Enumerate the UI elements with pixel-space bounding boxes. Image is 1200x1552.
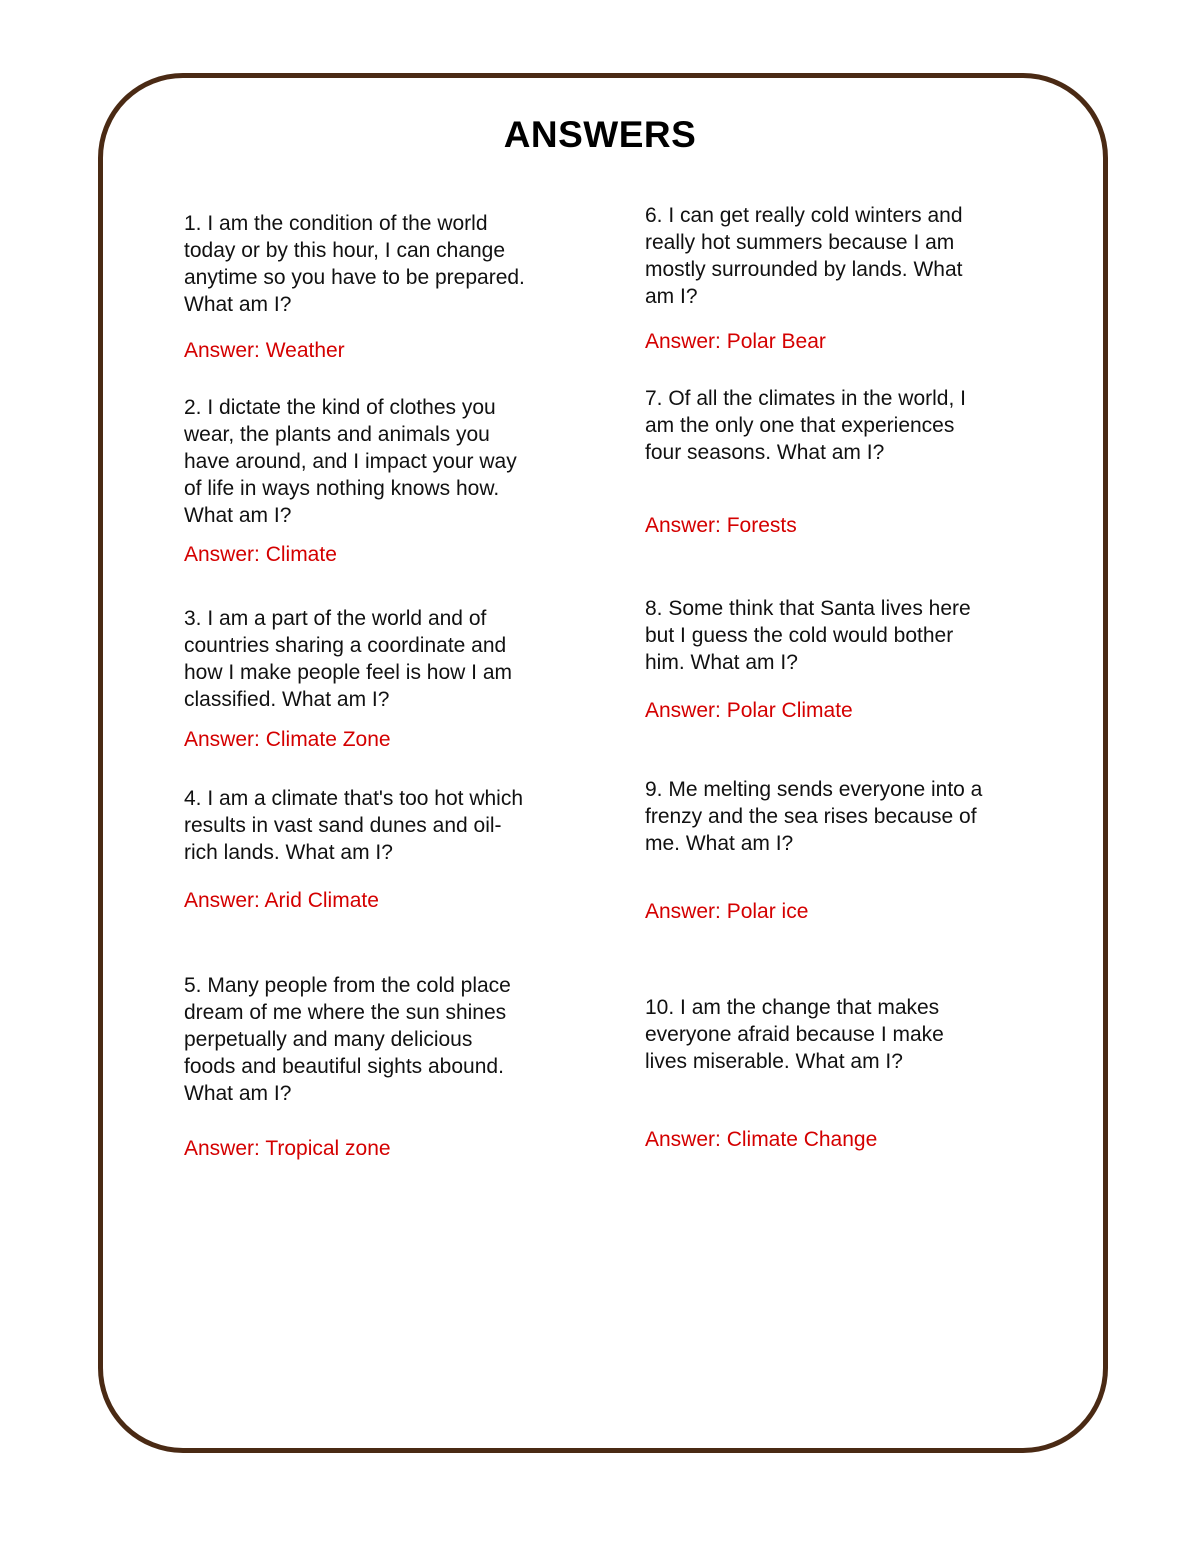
riddle-question-6	[645, 202, 963, 310]
question-line: frenzy and the sea rises because of	[645, 805, 977, 828]
riddle-answer-8: Answer: Polar Climate	[645, 699, 853, 722]
question-line: mostly surrounded by lands. What	[645, 258, 963, 281]
question-line: countries sharing a coordinate and	[184, 634, 507, 657]
riddle-answer-4: Answer: Arid Climate	[184, 889, 379, 912]
riddle-answer-3: Answer: Climate Zone	[184, 728, 391, 751]
riddle-question-3	[184, 605, 512, 713]
question-line: 5. Many people from the cold place	[184, 974, 511, 997]
page-title: ANSWERS	[503, 114, 697, 155]
question-line: am I?	[645, 285, 698, 308]
question-line: rich lands. What am I?	[184, 841, 393, 864]
question-line: anytime so you have to be prepared.	[184, 266, 525, 289]
riddle-answer-9: Answer: Polar ice	[645, 900, 809, 923]
question-line: 9. Me melting sends everyone into a	[645, 778, 983, 801]
riddle-question-9	[645, 776, 982, 857]
riddle-question-7	[645, 385, 966, 466]
question-line: perpetually and many delicious	[184, 1028, 473, 1051]
question-line: 7. Of all the climates in the world, I	[645, 387, 966, 410]
question-line: have around, and I impact your way	[184, 450, 517, 473]
riddle-question-4	[184, 785, 523, 866]
question-line: 4. I am a climate that's too hot which	[184, 787, 524, 810]
question-line: everyone afraid because I make	[645, 1023, 944, 1046]
question-line: 3. I am a part of the world and of	[184, 607, 487, 630]
question-line: four seasons. What am I?	[645, 441, 885, 464]
question-line: classified. What am I?	[184, 688, 390, 711]
question-line: 1. I am the condition of the world	[184, 212, 488, 235]
riddle-answer-10: Answer: Climate Change	[645, 1128, 878, 1151]
question-line: 10. I am the change that makes	[645, 996, 940, 1019]
question-line: am the only one that experiences	[645, 414, 955, 437]
question-line: results in vast sand dunes and oil-	[184, 814, 502, 837]
question-line: 6. I can get really cold winters and	[645, 204, 963, 227]
question-line: dream of me where the sun shines	[184, 1001, 507, 1024]
riddle-answer-7: Answer: Forests	[645, 514, 797, 537]
question-line: 2. I dictate the kind of clothes you	[184, 396, 496, 419]
riddle-question-10	[645, 994, 944, 1075]
riddle-answer-1: Answer: Weather	[184, 339, 345, 362]
riddle-question-2	[184, 394, 517, 529]
question-line: today or by this hour, I can change	[184, 239, 506, 262]
question-line: him. What am I?	[645, 651, 798, 674]
riddle-answer-6: Answer: Polar Bear	[645, 330, 826, 353]
question-line: What am I?	[184, 1082, 292, 1105]
question-line: really hot summers because I am	[645, 231, 955, 254]
question-line: lives miserable. What am I?	[645, 1050, 903, 1073]
question-line: 8. Some think that Santa lives here	[645, 597, 971, 620]
question-line: of life in ways nothing knows how.	[184, 477, 500, 500]
riddle-question-8	[645, 595, 971, 676]
question-line: What am I?	[184, 504, 292, 527]
question-line: foods and beautiful sights abound.	[184, 1055, 504, 1078]
riddle-answer-5: Answer: Tropical zone	[184, 1137, 391, 1160]
question-line: wear, the plants and animals you	[184, 423, 490, 446]
riddle-question-1	[184, 210, 525, 318]
question-line: What am I?	[184, 293, 292, 316]
question-line: how I make people feel is how I am	[184, 661, 513, 684]
riddle-question-5	[184, 972, 511, 1107]
question-line: but I guess the cold would bother	[645, 624, 954, 647]
riddle-answer-2: Answer: Climate	[184, 543, 337, 566]
question-line: me. What am I?	[645, 832, 794, 855]
